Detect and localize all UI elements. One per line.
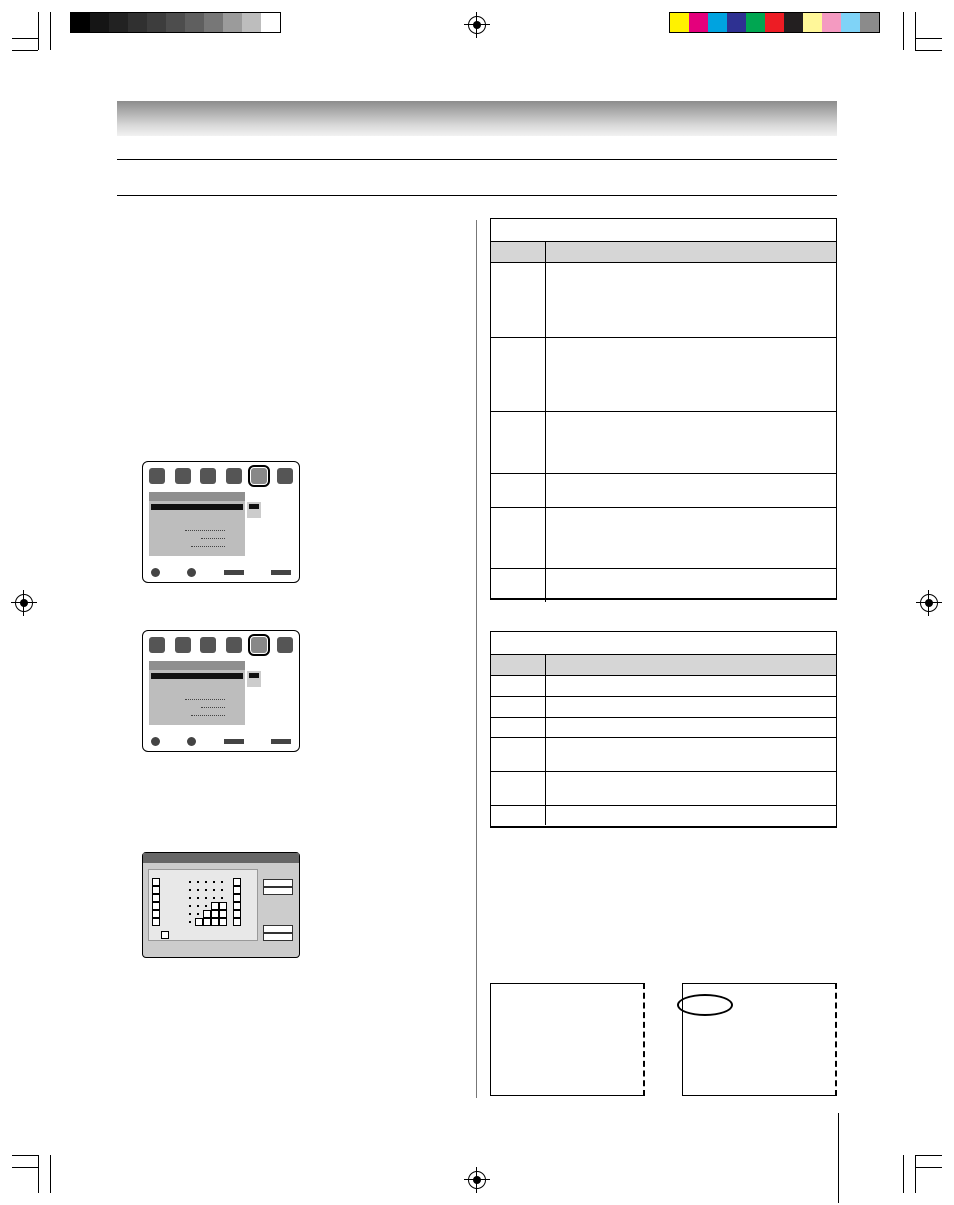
grid-dot: [205, 889, 207, 891]
table-row: [491, 569, 836, 602]
color-swatch: [689, 13, 708, 32]
checkbox: [233, 910, 241, 918]
rule-bottom: [117, 195, 837, 196]
color-swatch: [803, 13, 822, 32]
checkbox: [152, 894, 160, 902]
color-swatch: [147, 13, 166, 32]
rating-button-2: [263, 887, 293, 895]
submenu-indicator: [247, 671, 261, 687]
checkbox: [152, 886, 160, 894]
color-swatch: [90, 13, 109, 32]
checkbox: [233, 902, 241, 910]
checkbox: [195, 918, 203, 926]
table-row: [491, 718, 836, 738]
registration-mark-right: [920, 594, 938, 612]
grid-dot: [197, 897, 199, 899]
grid-dot: [221, 889, 223, 891]
table-row: [491, 508, 836, 569]
rating-grid-screen: [142, 852, 300, 958]
highlight-ellipse: [677, 994, 733, 1016]
audio-icon: [200, 468, 216, 484]
checkbox: [233, 886, 241, 894]
color-swatch: [109, 13, 128, 32]
grid-dot: [189, 889, 191, 891]
audio-icon: [200, 637, 216, 653]
header-band: [117, 101, 837, 136]
color-swatch: [670, 13, 689, 32]
rating-button-3: [263, 925, 293, 933]
color-swatch: [784, 13, 803, 32]
grid-dot: [189, 881, 191, 883]
menu-footer: [151, 568, 291, 576]
table-row: [491, 338, 836, 412]
menu-screen-1: [142, 461, 300, 583]
rule-top: [117, 159, 837, 160]
menu-screen-2: [142, 630, 300, 752]
table-b: [490, 631, 837, 828]
color-swatch: [841, 13, 860, 32]
checkbox: [211, 910, 219, 918]
table-row: [491, 806, 836, 825]
submenu-indicator: [247, 502, 261, 518]
table-row: [491, 676, 836, 697]
color-swatch: [746, 13, 765, 32]
checkbox: [233, 894, 241, 902]
color-swatch: [860, 13, 879, 32]
column-divider: [476, 220, 477, 1098]
table-a-caption: [491, 219, 836, 242]
color-swatch: [185, 13, 204, 32]
color-swatch: [242, 13, 261, 32]
table-row: [491, 412, 836, 474]
grid-dot: [205, 881, 207, 883]
rating-button-1: [263, 879, 293, 887]
color-swatch: [727, 13, 746, 32]
grid-dot: [189, 905, 191, 907]
menu-icon-row: [149, 468, 293, 490]
grid-dot: [189, 921, 191, 923]
checkbox: [233, 878, 241, 886]
checkbox: [219, 902, 227, 910]
grid-dot: [213, 897, 215, 899]
table-b-header: [491, 655, 836, 676]
checkbox: [203, 918, 211, 926]
grid-dot: [197, 889, 199, 891]
registration-mark-top: [468, 16, 486, 34]
grid-dot: [213, 889, 215, 891]
registration-mark-left: [15, 594, 33, 612]
menu-icon-row: [149, 637, 293, 659]
info-icon: [277, 468, 293, 484]
grayscale-bar: [70, 12, 281, 33]
checkbox: [219, 918, 227, 926]
grid-dot: [213, 881, 215, 883]
grid-dot: [205, 897, 207, 899]
color-swatch: [71, 13, 90, 32]
checkbox: [152, 918, 160, 926]
table-row: [491, 697, 836, 718]
table-row: [491, 263, 836, 338]
lock-icon: [251, 468, 267, 484]
page-edge-rule: [838, 1113, 839, 1203]
process-color-bar: [669, 12, 880, 33]
grid-dot: [221, 881, 223, 883]
grid-dot: [197, 905, 199, 907]
table-b-caption: [491, 632, 836, 655]
checkbox: [203, 910, 211, 918]
rating-button-4: [263, 933, 293, 941]
lock-icon: [251, 637, 267, 653]
table-a-header: [491, 242, 836, 263]
picture-icon: [175, 637, 191, 653]
checkbox: [152, 910, 160, 918]
checkbox: [161, 931, 169, 939]
menu-footer: [151, 737, 291, 745]
color-swatch: [765, 13, 784, 32]
checkbox: [211, 918, 219, 926]
color-swatch: [223, 13, 242, 32]
grid-dot: [197, 881, 199, 883]
color-swatch: [204, 13, 223, 32]
checkbox: [152, 878, 160, 886]
setup-icon: [226, 468, 242, 484]
grid-dot: [221, 897, 223, 899]
checkbox: [211, 902, 219, 910]
color-swatch: [128, 13, 147, 32]
table-row: [491, 474, 836, 508]
grid-dot: [189, 913, 191, 915]
setup-icon: [226, 637, 242, 653]
checkbox: [219, 910, 227, 918]
color-swatch: [261, 13, 280, 32]
table-row: [491, 738, 836, 772]
table-row: [491, 772, 836, 806]
video-icon: [149, 637, 165, 653]
menu-list: [149, 492, 245, 556]
info-icon: [277, 637, 293, 653]
color-swatch: [708, 13, 727, 32]
menu-list: [149, 661, 245, 725]
checkbox: [152, 902, 160, 910]
grid-dot: [189, 897, 191, 899]
rating-grid: [148, 869, 258, 941]
checkbox: [233, 918, 241, 926]
grid-dot: [197, 913, 199, 915]
color-swatch: [166, 13, 185, 32]
color-swatch: [822, 13, 841, 32]
picture-icon: [175, 468, 191, 484]
grid-dot: [205, 905, 207, 907]
registration-mark-bottom: [468, 1171, 486, 1189]
video-icon: [149, 468, 165, 484]
table-a: [490, 218, 837, 600]
